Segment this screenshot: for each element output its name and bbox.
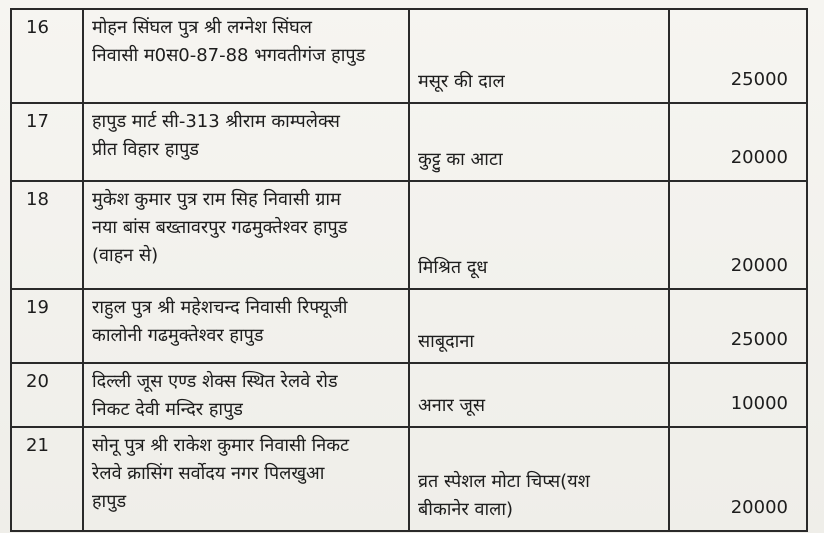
table-row — [11, 289, 807, 363]
table-row — [11, 363, 807, 427]
address-line: मुकेश कुमार पुत्र राम सिह निवासी ग्राम — [92, 189, 341, 210]
table-row — [11, 103, 807, 181]
address-cell — [83, 363, 409, 427]
serial-number: 19 — [11, 289, 83, 363]
item-line: बीकानेर वाला) — [418, 499, 514, 520]
amount-cell: 10000 — [669, 363, 807, 427]
amount-cell: 25000 — [669, 9, 807, 103]
address-line: कालोनी गढमुक्तेश्वर हापुड — [92, 325, 264, 346]
records-table — [10, 8, 808, 532]
table-row — [11, 9, 807, 103]
address-line: (वाहन से) — [92, 245, 159, 266]
item-line: मसूर की दाल — [418, 71, 505, 92]
table-row — [11, 427, 807, 531]
serial-number: 17 — [11, 103, 83, 181]
address-line: हापुड मार्ट सी-313 श्रीराम काम्पलेक्स — [92, 111, 340, 132]
item-line: मिश्रित दूध — [418, 257, 488, 278]
address-cell — [83, 181, 409, 289]
amount-cell: 20000 — [669, 427, 807, 531]
serial-number: 20 — [11, 363, 83, 427]
address-cell — [83, 103, 409, 181]
amount-cell: 20000 — [669, 103, 807, 181]
address-line: नया बांस बख्तावरपुर गढमुक्तेश्वर हापुड — [92, 217, 348, 238]
serial-number: 21 — [11, 427, 83, 531]
amount-cell: 20000 — [669, 181, 807, 289]
address-line: निकट देवी मन्दिर हापुड — [92, 399, 243, 420]
item-line: साबूदाना — [418, 331, 474, 352]
address-line: सोनू पुत्र श्री राकेश कुमार निवासी निकट — [92, 435, 350, 456]
address-cell — [83, 9, 409, 103]
serial-number: 18 — [11, 181, 83, 289]
address-line: राहुल पुत्र श्री महेशचन्द निवासी रिफ्यूजी — [92, 297, 348, 318]
address-cell — [83, 427, 409, 531]
item-line: कुट्टु का आटा — [418, 149, 503, 170]
item-line: व्रत स्पेशल मोटा चिप्स(यश — [418, 471, 590, 492]
item-cell — [409, 289, 669, 363]
address-line: मोहन सिंघल पुत्र श्री लग्नेश सिंघल — [92, 17, 312, 38]
item-cell — [409, 427, 669, 531]
item-cell — [409, 103, 669, 181]
address-line: प्रीत विहार हापुड — [92, 139, 199, 160]
address-line: हापुड — [92, 491, 127, 512]
serial-number: 16 — [11, 9, 83, 103]
table-row — [11, 181, 807, 289]
item-cell — [409, 363, 669, 427]
item-cell — [409, 9, 669, 103]
item-cell — [409, 181, 669, 289]
item-line: अनार जूस — [418, 395, 486, 416]
amount-cell: 25000 — [669, 289, 807, 363]
address-cell — [83, 289, 409, 363]
address-line: निवासी म0स0-87-88 भगवतीगंज हापुड — [92, 45, 366, 66]
address-line: दिल्ली जूस एण्ड शेक्स स्थित रेलवे रोड — [92, 371, 338, 392]
address-line: रेलवे क्रासिंग सर्वोदय नगर पिलखुआ — [92, 463, 325, 484]
